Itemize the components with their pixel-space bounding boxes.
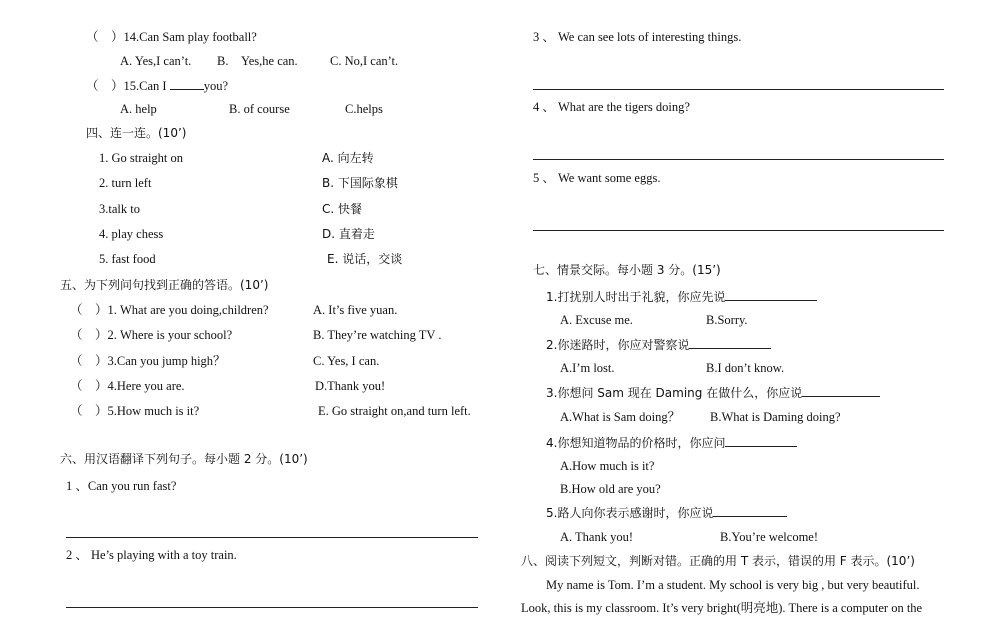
sec7-question: 3.你想问 Sam 现在 Daming 在做什么，你应说 xyxy=(546,384,880,401)
sec7-question: 4.你想知道物品的价格时，你应问 xyxy=(546,434,797,451)
section-4-title: 四、连一连。(10’) xyxy=(86,126,187,140)
sec7-option-b: B.What is Daming doing? xyxy=(710,410,841,424)
q15-option-c: C.helps xyxy=(345,102,383,116)
sec5-answer: A. It’s five yuan. xyxy=(313,303,398,317)
answer-paren[interactable]: （ ） xyxy=(86,79,124,93)
sec5-answer: B. They’re watching TV . xyxy=(313,328,442,342)
answer-blank[interactable] xyxy=(802,384,880,397)
match-left-item[interactable]: 3.talk to xyxy=(99,202,140,216)
sec5-question[interactable]: （ ）3.Can you jump high？ xyxy=(70,354,226,368)
answer-blank[interactable] xyxy=(713,504,787,517)
sec7-question: 5.路人向你表示感谢时，你应说 xyxy=(546,504,787,521)
match-right-item[interactable]: C. 快餐 xyxy=(322,202,363,216)
passage-line: My name is Tom. I’m a student. My school is very big , but very beautiful. xyxy=(546,578,920,592)
section-6-title: 六、用汉语翻译下列句子。每小题 2 分。(10’) xyxy=(60,452,308,466)
match-left-item[interactable]: 5. fast food xyxy=(99,252,156,266)
match-left-item[interactable]: 2. turn left xyxy=(99,176,152,190)
sec5-answer: C. Yes, I can. xyxy=(313,354,380,368)
match-right-item[interactable]: B. 下国际象棋 xyxy=(322,176,398,190)
answer-blank[interactable] xyxy=(170,77,204,90)
sec7-question: 2.你迷路时，你应对警察说 xyxy=(546,336,771,353)
sec7-option-b: B.Sorry. xyxy=(706,313,748,327)
sec6-item: 3 、 We can see lots of interesting things. xyxy=(533,30,742,44)
sec7-option-a: A.What is Sam doing？ xyxy=(560,410,681,424)
sec5-answer: D.Thank you! xyxy=(315,379,386,393)
answer-line[interactable] xyxy=(533,159,944,160)
sec6-item: 2 、 He’s playing with a toy train. xyxy=(66,548,237,562)
sec7-option-a: A.I’m lost. xyxy=(560,361,615,375)
section-7-title: 七、情景交际。每小题 3 分。(15’) xyxy=(533,263,721,277)
sec6-item: 1 、Can you run fast? xyxy=(66,479,177,493)
q15-option-b: B. of course xyxy=(229,102,290,116)
match-left-item[interactable]: 4. play chess xyxy=(99,227,164,241)
sec7-option-a: A. Thank you! xyxy=(560,530,634,544)
answer-line[interactable] xyxy=(66,537,478,538)
sec7-option-b: B.How old are you? xyxy=(560,482,661,496)
sec7-option-a: A.How much is it? xyxy=(560,459,655,473)
sec7-question: 1.打扰别人时出于礼貌，你应先说 xyxy=(546,288,817,305)
sec5-answer: E. Go straight on,and turn left. xyxy=(318,404,471,418)
sec7-option-a: A. Excuse me. xyxy=(560,313,633,327)
answer-line[interactable] xyxy=(533,230,944,231)
sec6-item: 4 、 What are the tigers doing? xyxy=(533,100,690,114)
sec7-option-b: B.You’re welcome! xyxy=(720,530,819,544)
q14-option-a: A. Yes,I can’t. xyxy=(120,54,192,68)
sec5-question[interactable]: （ ）4.Here you are. xyxy=(70,379,185,393)
sec7-option-b: B.I don’t know. xyxy=(706,361,785,375)
section-8-title: 八、阅读下列短文，判断对错。正确的用 T 表示，错误的用 F 表示。(10’) xyxy=(521,554,915,568)
match-left-item[interactable]: 1. Go straight on xyxy=(99,151,184,165)
sec6-item: 5 、 We want some eggs. xyxy=(533,171,661,185)
match-right-item[interactable]: E. 说话，交谈 xyxy=(327,252,403,266)
passage-line: Look, this is my classroom. It’s very bright(明亮地). There is a computer on the xyxy=(521,601,923,615)
answer-blank[interactable] xyxy=(725,434,797,447)
answer-blank[interactable] xyxy=(689,336,771,349)
answer-line[interactable] xyxy=(66,607,478,608)
answer-paren[interactable]: （ ） xyxy=(86,30,124,44)
sec5-question[interactable]: （ ）5.How much is it? xyxy=(70,404,200,418)
sec5-question[interactable]: （ ）1. What are you doing,children? xyxy=(70,303,269,317)
q14-option-b: B. Yes,he can. xyxy=(217,54,298,68)
answer-line[interactable] xyxy=(533,89,944,90)
match-right-item[interactable]: A. 向左转 xyxy=(322,151,374,165)
q15: （ ）15.Can I you? xyxy=(86,79,229,93)
answer-blank[interactable] xyxy=(725,288,817,301)
q14-option-c: C. No,I can’t. xyxy=(330,54,399,68)
q15-option-a: A. help xyxy=(120,102,157,116)
match-right-item[interactable]: D. 直着走 xyxy=(322,227,375,241)
section-5-title: 五、为下列问句找到正确的答语。(10’) xyxy=(60,278,269,292)
q14: （ ）14.Can Sam play football? xyxy=(86,30,257,44)
sec5-question[interactable]: （ ）2. Where is your school? xyxy=(70,328,233,342)
